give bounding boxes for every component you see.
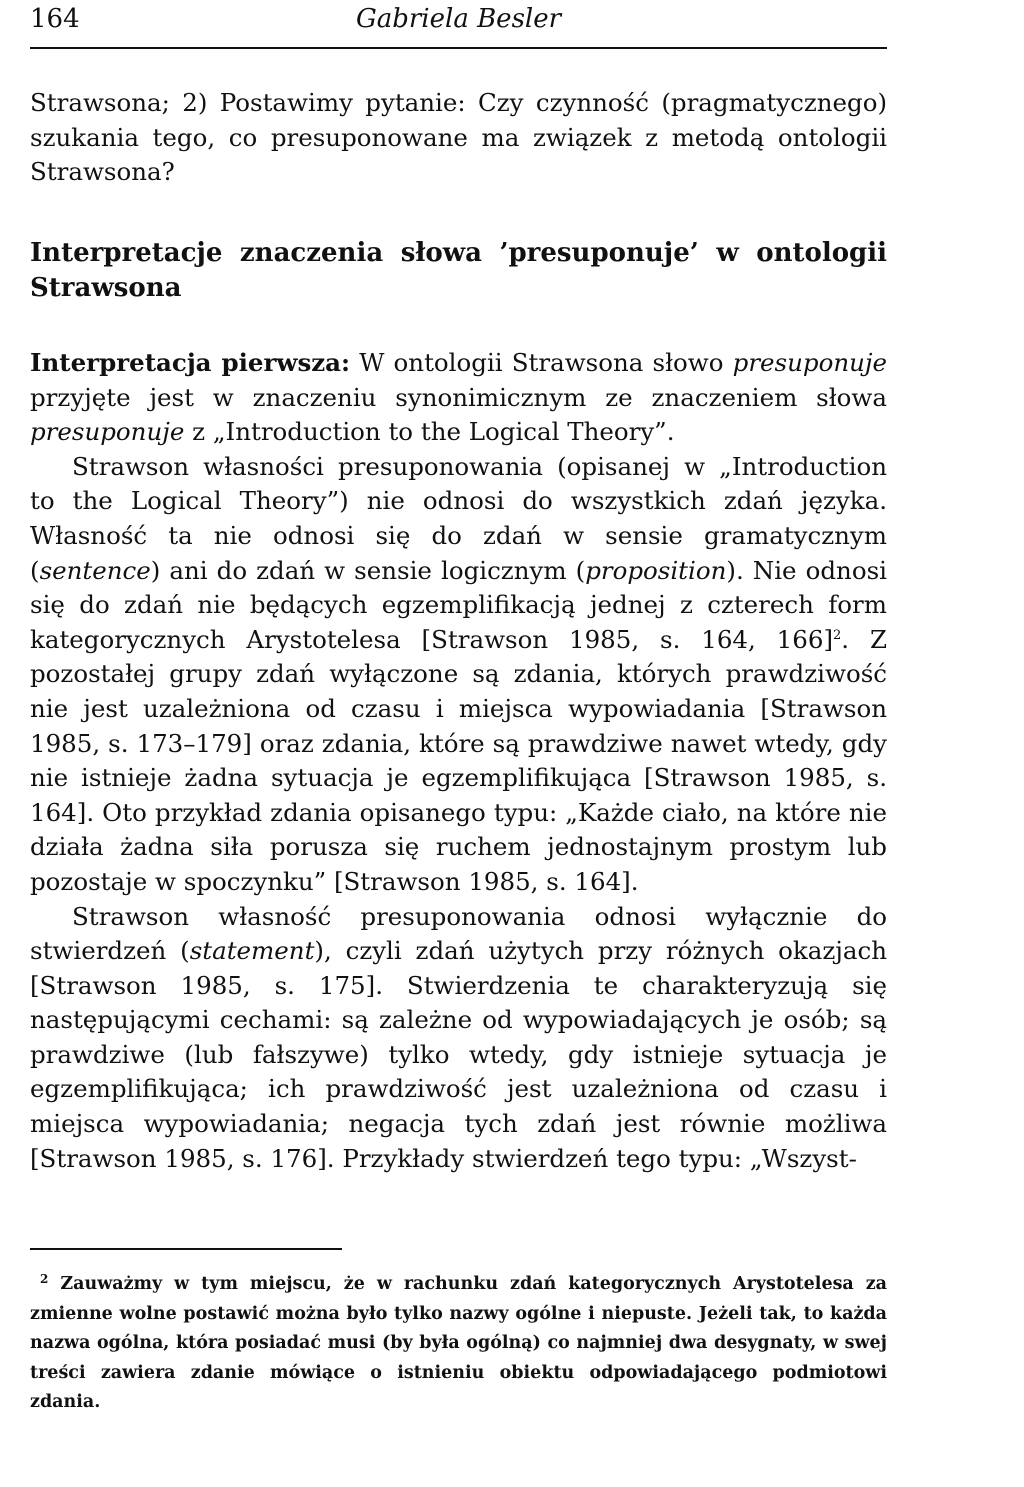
paragraph-interpretation-first: [30, 346, 887, 450]
text-run: . Z pozostałej grupy zdań wyłączone są zdania, których prawdziwość nie jest uzależniona od czasu i miejsca wypowiadania [Strawson 1985, s. 173–179] oraz zdania, które są prawdziwe nawet wtedy, gdy nie istnieje żadna sytuacja je egzemplifikująca [Strawson 1985, s. 164]. Oto przykład zdania opisanego typu: „Każde ciało, na które nie działa żadna siła porusza się ruchem jednostajnym prostym lub pozostaje w spoczynku” [Strawson 1985, s. 164].: [30, 624, 887, 896]
paragraph-lead: Interpretacja pierwsza:: [30, 348, 351, 377]
text-run: Strawson własność presuponowania odnosi wyłącznie do stwierdzeń (: [30, 901, 887, 966]
paragraph-presupposition-scope: [30, 450, 887, 900]
italic-term: proposition: [585, 555, 727, 585]
italic-term: sentence: [39, 555, 151, 585]
text-run: W ontologii Strawsona słowo: [350, 348, 733, 377]
italic-term: presuponuje: [30, 417, 185, 447]
footnote-reference[interactable]: 2: [833, 627, 842, 643]
text-run: Strawson własności presuponowania (opisanej w „Introduction to the Logical Theory”) nie odnosi do wszystkich zdań języka. Własność ta nie odnosi się do zdań w sensie gramatycznym (: [30, 451, 887, 585]
italic-term: presuponuje: [732, 348, 887, 377]
intro-paragraph-block: [30, 86, 887, 190]
running-title: Gabriela Besler: [355, 4, 562, 34]
footnote-text: Zauważmy w tym miejscu, że w rachunku zdań kategorycznych Arystotelesa za zmienne wolne postawić można było tylko nazwy ogólne i niepuste. Jeżeli tak, to każda nazwa ogólna, która posiadać musi (by była ogólną) co najmniej dwa desygnaty, w swej treści zawiera zdanie mówiące o istnieniu obiektu odpowiadającego podmiotowi zdania.: [30, 1274, 887, 1412]
text-run: ) ani do zdań w sensie logicznym (: [150, 555, 586, 585]
section-heading: Interpretacje znaczenia słowa ’presuponuje’ w ontologii Strawsona: [30, 238, 887, 303]
text-run: ), czyli zdań użytych przy różnych okazjach [Strawson 1985, s. 175]. Stwierdzenia te charakteryzują się następującymi cechami: są zależne od wypowiadających je osób; są prawdziwe (lub fałszywe) tylko wtedy, gdy istnieje sytuacja je egzemplifikująca; ich prawdziwość jest uzależniona od czasu i miejsca wypowiadania; negacja tych zdań jest równie możliwa [Strawson 1985, s. 176]. Przykłady stwierdzeń tego typu: „Wszyst-: [30, 936, 887, 1173]
text-run: ). Nie odnosi się do zdań nie będących egzemplifikacją jednej z czterech form kategorycznych Arystotelesa [Strawson 1985, s. 164, 166]: [30, 555, 887, 654]
text-run: przyjęte jest w znaczeniu synonimicznym ze znaczeniem słowa: [30, 382, 887, 412]
header-rule: [30, 47, 887, 49]
paragraph-statements: [30, 900, 887, 1177]
running-header: [30, 2, 887, 42]
intro-paragraph: Strawsona; 2) Postawimy pytanie: Czy czynność (pragmatycznego) szukania tego, co presuponowane ma związek z metodą ontologii Strawsona?: [30, 88, 887, 187]
main-text: [30, 346, 887, 1176]
book-page: [30, 0, 887, 1487]
footnote-rule: [30, 1248, 342, 1250]
italic-term: statement: [189, 936, 315, 966]
page-number: 164: [30, 4, 80, 34]
footnote-marker: 2: [40, 1272, 49, 1286]
footnote: [30, 1265, 887, 1418]
text-run: z „Introduction to the Logical Theory”.: [184, 417, 675, 447]
